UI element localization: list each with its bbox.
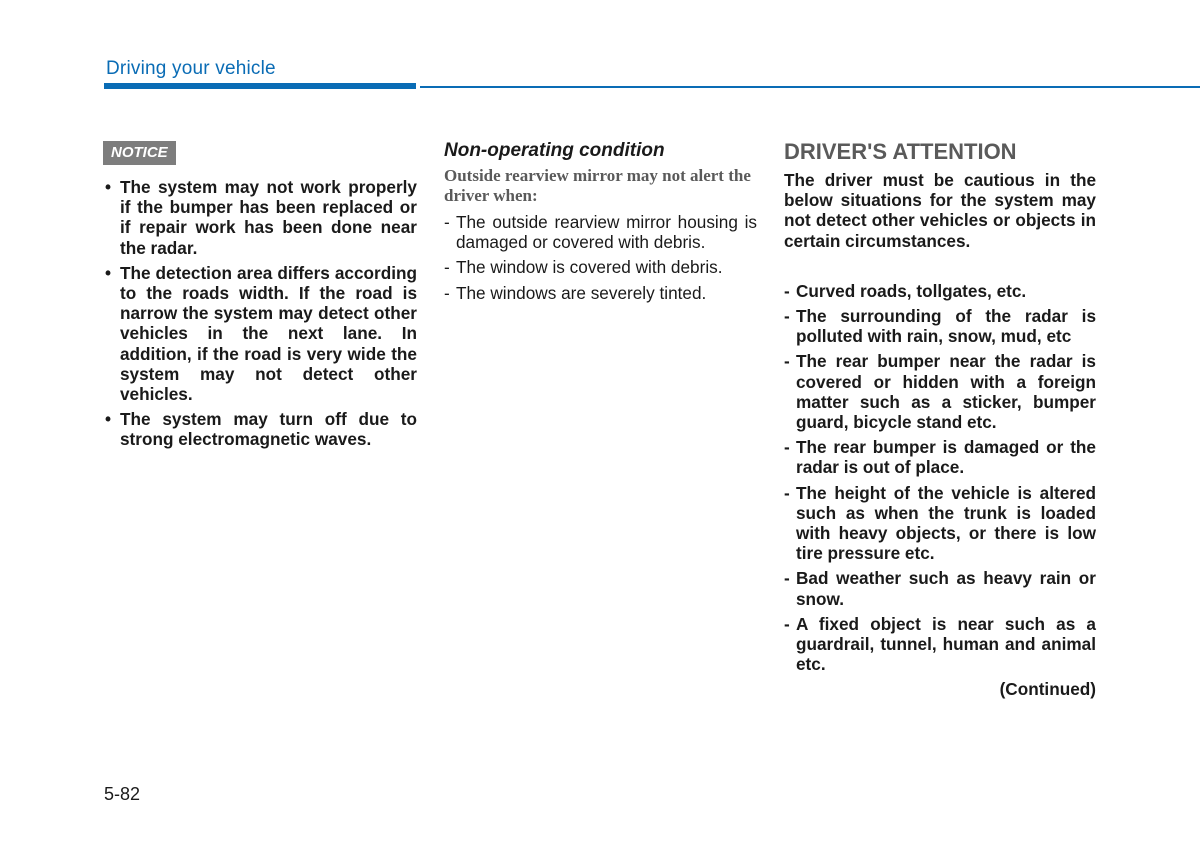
header-rule-thick — [104, 83, 416, 89]
drivers-attention-list — [784, 281, 1096, 675]
non-operating-column — [444, 140, 757, 308]
attention-item: - Curved roads, tollgates, etc. — [784, 281, 1096, 301]
drivers-attention-intro: The driver must be cautious in the below situations for the system may not detect other vehicles or objects in certain circumstances. — [784, 170, 1096, 251]
non-operating-list — [444, 212, 757, 303]
attention-item: - Bad weather such as heavy rain or snow. — [784, 568, 1096, 608]
non-operating-item: - The outside rearview mirror housing is damaged or covered with debris. — [444, 212, 757, 252]
attention-item: - The surrounding of the radar is polluted with rain, snow, mud, etc — [784, 306, 1096, 346]
attention-item: - A fixed object is near such as a guardrail, tunnel, human and animal etc. — [784, 614, 1096, 675]
section-header-title: Driving your vehicle — [106, 58, 276, 79]
notice-item: • The system may not work properly if the bumper has been replaced or if repair work has been done near the radar. — [103, 177, 417, 258]
notice-column — [103, 140, 417, 455]
notice-badge: NOTICE — [103, 141, 176, 165]
drivers-attention-column — [784, 140, 1096, 700]
attention-item: - The height of the vehicle is altered such as when the trunk is loaded with heavy objects, or there is low tire pressure etc. — [784, 483, 1096, 564]
non-operating-title: Non-operating condition — [444, 140, 665, 161]
notice-list — [103, 177, 417, 450]
attention-item: - The rear bumper is damaged or the radar is out of place. — [784, 437, 1096, 477]
mirror-subheading: Outside rearview mirror may not alert the driver when: — [444, 166, 751, 205]
attention-item: - The rear bumper near the radar is covered or hidden with a foreign matter such as a sticker, bumper guard, bicycle stand etc. — [784, 351, 1096, 432]
header-rule-thin — [420, 86, 1200, 88]
drivers-attention-title: DRIVER'S ATTENTION — [784, 139, 1017, 164]
notice-item: • The detection area differs according to the roads width. If the road is narrow the system may detect other vehicles in the next lane. In addition, if the road is very wide the system may not detect other vehicles. — [103, 263, 417, 404]
non-operating-item: - The window is covered with debris. — [444, 257, 757, 277]
continued-label: (Continued) — [999, 679, 1096, 700]
notice-item: • The system may turn off due to strong electromagnetic waves. — [103, 409, 417, 449]
page-number: 5-82 — [104, 784, 141, 804]
non-operating-item: - The windows are severely tinted. — [444, 283, 757, 303]
